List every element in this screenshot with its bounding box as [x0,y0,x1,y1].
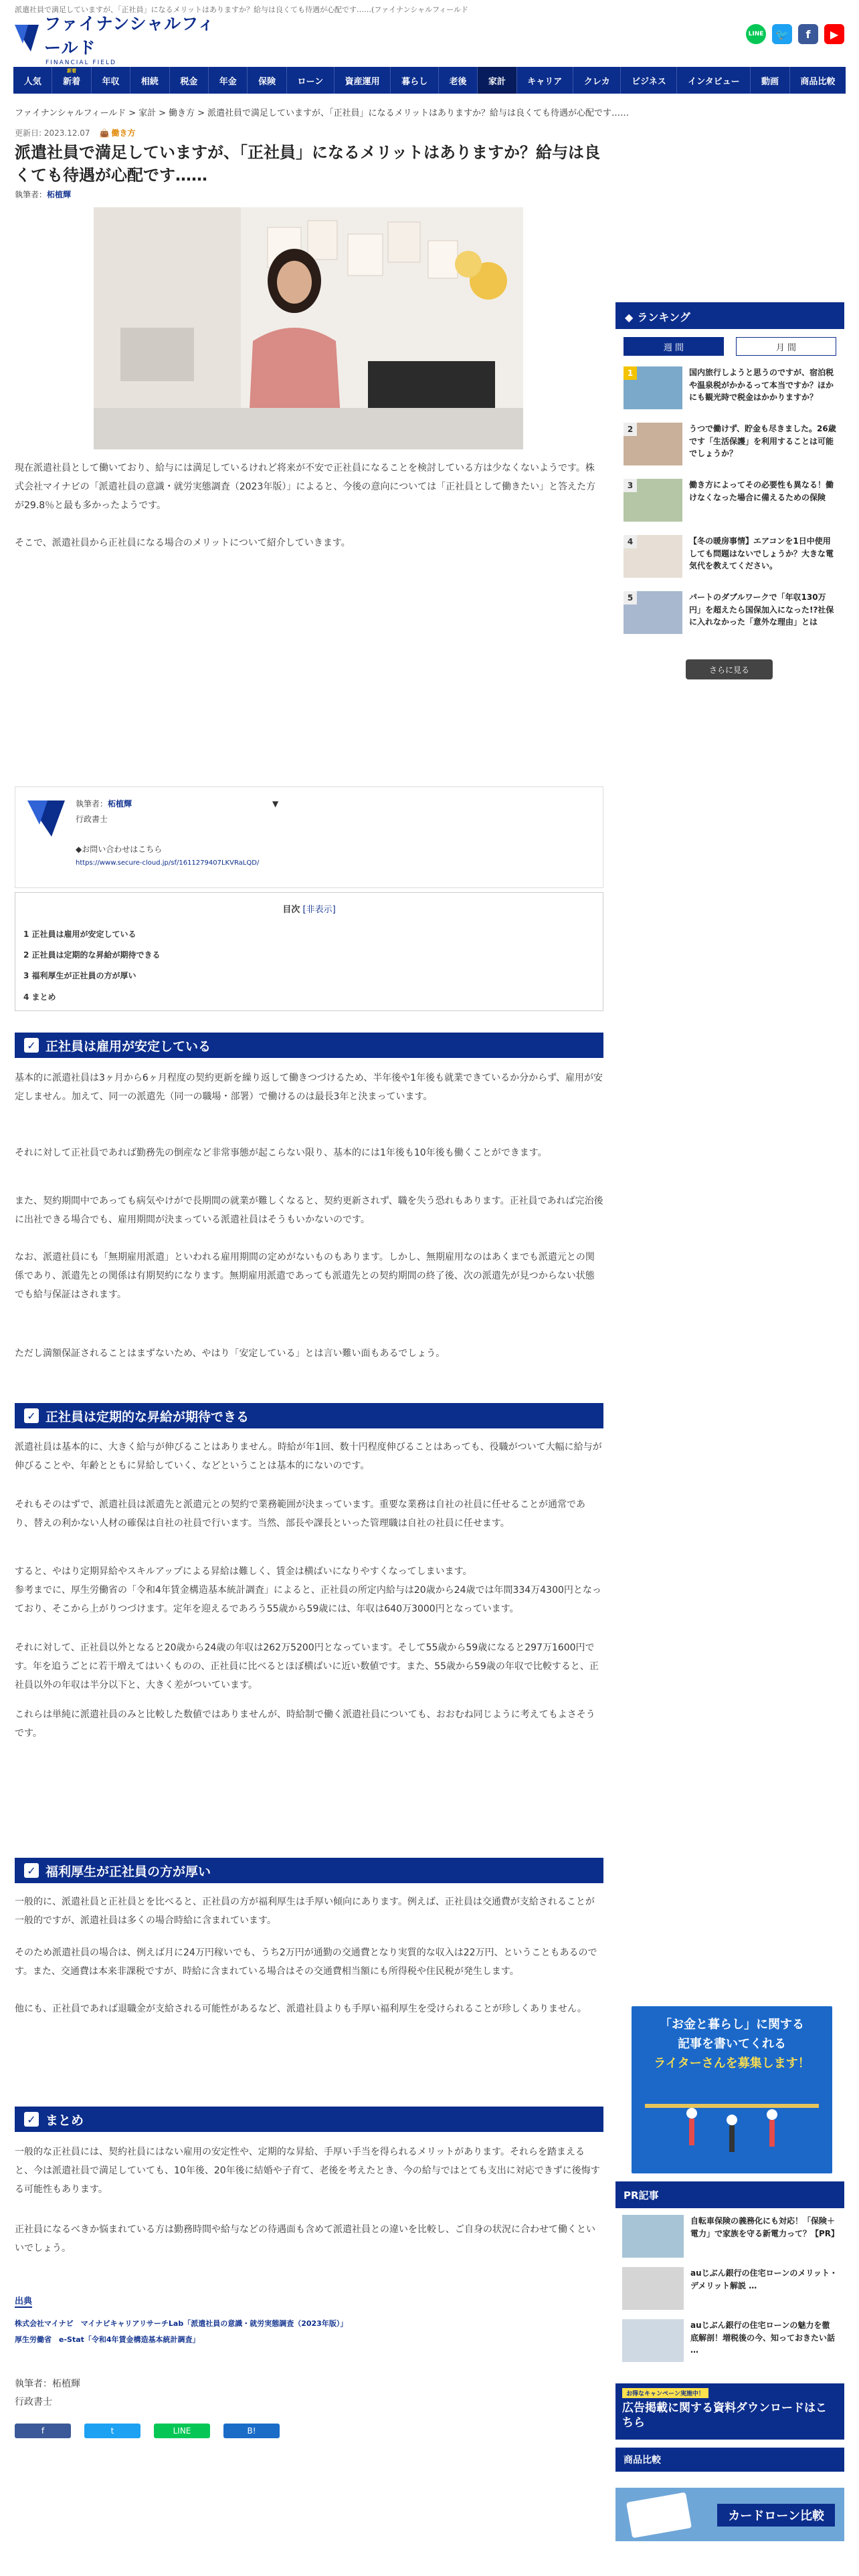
breadcrumb-item[interactable]: 家計 [138,108,157,118]
ranking-item[interactable] [624,591,838,634]
ad-line: 「お金と暮らし」に関する [660,2018,804,2032]
pr-title: 自転車保険の義務化にも対応！「保険＋電力」で家族を守る新電力って？【PR】 [690,2216,840,2238]
ranking-title: 国内旅行しようと思うのですが、宿泊税や温泉税がかかるって本当ですか？ほかにも観光時で税金はかかりますか？ [689,368,834,403]
nav-item-label: インタビュー [688,76,740,87]
meta-row [15,127,136,138]
section-heading-text: 正社員は定期的な昇給が期待できる [45,1409,250,1424]
ranking-item[interactable] [624,479,838,522]
twitter-icon[interactable]: 🐦 [772,24,792,44]
nav-item-label: ビジネス [632,76,666,87]
section-paragraph: なお、派遣社員にも「無期雇用派遣」といわれる雇用期間の定めがないものもあります。しかし、無期雇用なのはあくまでも派遣元との関係であり、派遣先との関係は有期契約になります。無期雇用派遣であっても派遣先との契約期間の終了後、次の派遣先が見つからない状態でも給与保証はされます。 [15,1252,595,1300]
cta-small-text: お得なキャンペーン実施中！ [622,2388,708,2398]
new-badge: 新着 [67,68,77,74]
logo-subtitle: FINANCIAL FIELD [45,59,116,66]
breadcrumb-item[interactable]: ファイナンシャルフィールド [15,108,126,118]
share-buttons [15,2424,280,2438]
card-loan-banner[interactable] [615,2488,844,2541]
nav-item[interactable] [335,67,391,94]
ranking-item[interactable] [624,366,838,409]
section-heading [15,1033,603,1058]
category-tag[interactable] [100,127,136,138]
facebook-share-button[interactable]: f [15,2424,71,2438]
nav-item[interactable] [391,67,438,94]
nav-item[interactable] [573,67,621,94]
nav-item-label: 人気 [23,76,41,87]
youtube-icon[interactable]: ▶ [824,24,844,44]
logo-mark-icon [13,23,40,53]
nav-item-label: 暮らし [401,76,428,87]
section-paragraph: 正社員になるべきか悩まれている方は勤務時間や給与などの待遇面も含めて派遣社員との違いを比較し、ご自身の状況に合わせて働くといいでしょう。 [15,2224,595,2254]
author-line [15,189,71,200]
nav-item[interactable] [209,67,248,94]
rank-number: 3 [624,479,637,492]
intro-text [15,459,603,552]
nav-item-label: 商品比較 [800,76,836,87]
section-heading [15,2107,603,2132]
twitter-share-button[interactable]: t [84,2424,140,2438]
section-heading-text: まとめ [45,2113,84,2128]
hero-image [94,207,523,449]
rank-number: 5 [624,591,637,605]
tab-monthly[interactable]: 月 間 [736,337,836,356]
checkbox-icon: ✓ [24,1038,39,1053]
ranking-thumbnail [624,479,682,522]
section-paragraph: 基本的に派遣社員は3ヶ月から6ヶ月程度の契約更新を繰り返して働きつづけるため、半年後や1年後も就業できているか分からず、雇用が安定しません。加えて、同一の派遣先（同一の職場・部署）で働けるのは最長3年と決まっています。 [15,1073,603,1102]
main-nav [13,67,846,94]
article-title: 派遣社員で満足していますが、「正社員」になるメリットはありますか？給与は良くても待遇が心配です…… [15,143,601,185]
logo-title: ファイナンシャルフィールド [44,13,215,58]
ranking-tabs [615,337,844,356]
ranking-more-button[interactable]: さらに見る [686,659,773,679]
section-paragraph: また、契約期間中であっても病気やけがで長期間の就業が難しくなると、契約更新されず、職を失う恐れもあります。正社員であれば完治後に出社できる場合でも、雇用期間が決まっている派遣社員はそうもいかないのです。 [15,1196,603,1225]
rank-number: 4 [624,535,637,548]
ranking-thumbnail [624,535,682,578]
nav-item[interactable] [92,67,130,94]
source-link[interactable]: 厚生労働省 e-Stat「令和4年賃金構造基本統計調査」 [15,2335,200,2345]
line-icon[interactable]: LINE [746,24,766,44]
browser-title-text: 派遣社員で満足していますが、「正社員」になるメリットはありますか？給与は良くても待遇が心配です……(ファイナンシャルフィールド [15,5,468,14]
nav-item[interactable] [677,67,751,94]
site-logo[interactable] [13,13,227,66]
section-paragraph: 一般的な正社員には、契約社員にはない雇用の安定性や、定期的な昇給、手厚い手当を得られるメリットがあります。それらを踏まえると、今は派遣社員で満足していても、10年後、20年後に結婚や子育て、老後を考えたとき、今の給与ではとても支出に対応できずに後悔する可能性もあります。 [15,2147,600,2195]
section-heading [15,1858,603,1883]
toc-item[interactable]: 3 福利厚生が正社員の方が厚い [23,971,136,981]
nav-item-label: キャリア [527,76,563,87]
sources-title: 出典 [15,2294,32,2308]
section-heading [15,1403,603,1428]
sources-block [15,2294,603,2348]
section-paragraph: ただし満額保証されることはまずないため、やはり「安定している」とは言い難い面もあるでしょう。 [15,1348,446,1359]
toc-item[interactable]: 2 正社員は定期的な昇給が期待できる [23,950,161,960]
ranking-item[interactable] [624,535,838,578]
line-share-button[interactable]: LINE [154,2424,210,2438]
triangle-down-icon[interactable]: ▼ [272,799,279,809]
pr-item[interactable] [622,2215,838,2258]
nav-item-label: 動画 [761,76,779,87]
author-logo-icon [25,796,68,839]
section-paragraph: それに対して正社員であれば勤務先の倒産など非常事態が起こらない限り、基本的には1年後も10年後も働くことができます。 [15,1148,547,1158]
section-paragraph: 参考までに、厚生労働省の「令和4年賃金構造基本統計調査」によると、正社員の所定内給与は20歳から24歳では年間334万4300円となっており、そこから上がりつづけます。定年を迎えるであろう55歳から59歳には、年収は640万3000円となっています。 [15,1585,601,1614]
nav-item-label: 老後 [449,76,467,87]
nav-item[interactable] [621,67,677,94]
ranking-thumbnail [624,366,682,409]
nav-item-label: 資産運用 [345,76,380,87]
writers-illustration [632,2073,832,2160]
checkbox-icon: ✓ [24,2112,39,2127]
compare-header: 商品比較 [615,2448,844,2472]
footer-author-name: 執筆者：柘植輝 [15,2379,80,2389]
intro-paragraph: 現在派遣社員として働いており、給与には満足しているけれど将来が不安で正社員になることを検討している方は少なくないようです。株式会社マイナビの「派遣社員の意識・就労実態調査（2023年版）」によると、今後の意向については「正社員として働きたい」と答えた方が29.8％と最も多かったようです。 [15,463,596,511]
toc-item[interactable]: 1 正社員は雇用が安定している [23,930,136,939]
nav-item-label: 税金 [180,76,198,87]
ranking-title: うつで働けず、貯金も尽きました。26歳です「生活保護」を利用することは可能でしょうか？ [689,424,836,459]
crown-icon: ◆ [625,311,634,324]
author-box-name[interactable]: 柘植輝 [108,799,132,809]
nav-item[interactable] [287,67,335,94]
hand-icon: 👜 [99,128,110,138]
nav-item[interactable] [130,67,169,94]
nav-item[interactable] [517,67,573,94]
breadcrumb-separator: > [197,108,205,118]
section-paragraph: それもそのはずで、派遣社員は派遣先と派遣元との契約で業務範囲が決まっています。重要な業務は自社の社員に任せることが通常であり、替えの利かない人材の確保は自社の社員で行います。当然、部長や課長といった管理職は自社の社員に任せます。 [15,1499,586,1529]
ad-line: 記事を書いてくれる [678,2036,786,2051]
checkbox-icon: ✓ [24,1863,39,1878]
nav-item[interactable] [52,67,91,94]
author-contact-label: ◆お問い合わせはこちら [76,844,163,854]
writer-recruit-ad[interactable] [632,2006,832,2173]
author-link[interactable]: 柘植輝 [47,190,72,199]
footer-author-role: 行政書士 [15,2396,52,2407]
section-paragraph: 一般的に、派遣社員と正社員とを比べると、正社員の方が福利厚生は手厚い傾向にあります。例えば、正社員は交通費が支給されることが一般的ですが、派遣社員は多くの場合時給に含まれています。 [15,1897,595,1926]
nav-item-label: 保険 [258,76,276,87]
breadcrumb-item: 派遣社員で満足していますが、「正社員」になるメリットはありますか？給与は良くても待遇が心配です…… [207,108,629,118]
card-icon [626,2492,692,2539]
pr-header: PR記事 [615,2181,844,2208]
hatena-share-button[interactable]: B! [223,2424,280,2438]
checkbox-icon: ✓ [24,1408,39,1423]
author-contact-link[interactable]: https://www.secure-cloud.jp/sf/1611279407LKVRaLQD/ [76,859,260,867]
ranking-thumbnail [624,591,682,634]
toc-item[interactable]: 4 まとめ [23,992,56,1002]
nav-item[interactable] [790,67,846,94]
section-paragraph: そのため派遣社員の場合は、例えば月に24万円稼いでも、うち2万円が通勤の交通費となり実質的な収入は22万円、ということもあるのです。また、交通費は本来非課税ですが、時給に含まれている場合はその交通費相当額にも所得税や住民税が発生します。 [15,1947,597,1977]
ranking-thumbnail [624,423,682,465]
source-link[interactable]: 株式会社マイナビ マイナビキャリアリサーチLab「派遣社員の意識・就労実態調査（2023年版）」 [15,2319,348,2328]
pr-thumbnail [622,2267,684,2310]
author-box-role: 行政書士 [76,814,108,824]
section-paragraph: これらは単純に派遣社員のみと比較した数値ではありませんが、時給制で働く派遣社員についても、おおむね同じように考えてもよさそうです。 [15,1709,595,1739]
ranking-title: ランキング [637,311,690,324]
breadcrumb-separator: > [128,108,136,118]
cta-big-text: 広告掲載に関する資料ダウンロードはこちら [622,2401,827,2430]
intro-paragraph: そこで、派遣社員から正社員になる場合のメリットについて紹介していきます。 [15,538,351,548]
nav-item[interactable] [170,67,209,94]
ranking-title: パートのダブルワークで「年収130万円」を超えたら国保加入になった!?社保に入れなかった「意外な理由」とは [689,593,834,627]
category-tag-label: 働き方 [111,128,136,138]
ranking-header [615,302,844,329]
breadcrumb-separator: > [159,108,167,118]
section-heading-text: 福利厚生が正社員の方が厚い [45,1864,211,1879]
table-of-contents [15,892,603,1011]
rank-number: 2 [624,423,637,436]
ranking-item[interactable] [624,423,838,465]
pr-thumbnail [622,2319,684,2362]
social-links [746,24,844,44]
nav-item-label: 家計 [488,76,506,87]
nav-item-label: 新着 [63,76,81,87]
nav-item[interactable] [478,67,516,94]
nav-item-label: 相続 [140,76,159,87]
section-paragraph: 他にも、正社員であれば退職金が支給される可能性があるなど、派遣社員よりも手厚い福利厚生を受けられることが珍しくありません。 [15,2004,587,2014]
nav-item-label: クレカ [583,76,610,87]
pr-thumbnail [622,2215,684,2258]
pr-item[interactable] [622,2319,838,2362]
ad-line: ライターさんを募集します！ [654,2056,810,2070]
section-paragraph: 派遣社員は基本的に、大きく給与が伸びることはありません。時給が年1回、数十円程度伸びることはあっても、役職がついて大幅に給与が伸びることや、年齢とともに昇給していく、などということは基本的にないのです。 [15,1442,602,1471]
nav-item-label: ローン [297,76,324,87]
author-prefix: 執筆者： [15,190,47,199]
update-date: 更新日: 2023.12.07 [15,128,90,138]
facebook-icon[interactable]: f [798,24,818,44]
card-loan-label: カードローン比較 [717,2504,835,2527]
ranking-title: 【冬の暖房事情】エアコンを1日中使用しても問題はないでしょうか？大きな電気代を教えてください。 [689,536,834,571]
section-heading-text: 正社員は雇用が安定している [45,1039,211,1054]
pr-item[interactable] [622,2267,838,2310]
toc-title: 目次 [282,905,300,915]
nav-item[interactable] [248,67,286,94]
breadcrumb-item[interactable]: 働き方 [169,108,195,118]
pr-title: auじぶん銀行の住宅ローンの魅力を徹底解剖！増税後の今、知っておきたい話 … [690,2321,836,2355]
author-box-label: 執筆者： [76,799,108,809]
nav-item[interactable] [751,67,789,94]
rank-number: 1 [624,366,637,380]
pr-title: auじぶん銀行の住宅ローンのメリット・デメリット解説 … [690,2268,838,2290]
section-paragraph: すると、やはり定期昇給やスキルアップによる昇給は難しく、賃金は横ばいになりやすくなってしまいます。 [15,1566,472,1577]
tab-weekly[interactable]: 週 間 [624,337,724,356]
section-paragraph: それに対して、正社員以外となると20歳から24歳の年収は262万5200円となっています。そして55歳から59歳になると297万1600円です。年を追うごとに若干増えてはいくものの、正社員に比べるとほぼ横ばいに近い数値です。また、55歳から59歳の年収で比較すると、正社員以外の年収は半分以下と、大きく差がついています。 [15,1642,599,1691]
nav-item-label: 年収 [102,76,120,87]
footer-author [15,2375,80,2411]
ranking-title: 働き方によってその必要性も異なる！働けなくなった場合に備えるための保険 [689,480,834,502]
nav-item[interactable] [13,67,52,94]
toc-toggle[interactable]: [非表示] [302,905,336,915]
nav-item-label: 年金 [219,76,237,87]
author-box [15,786,603,888]
nav-item[interactable] [439,67,478,94]
breadcrumb [15,106,632,118]
ad-download-banner[interactable] [615,2383,844,2440]
